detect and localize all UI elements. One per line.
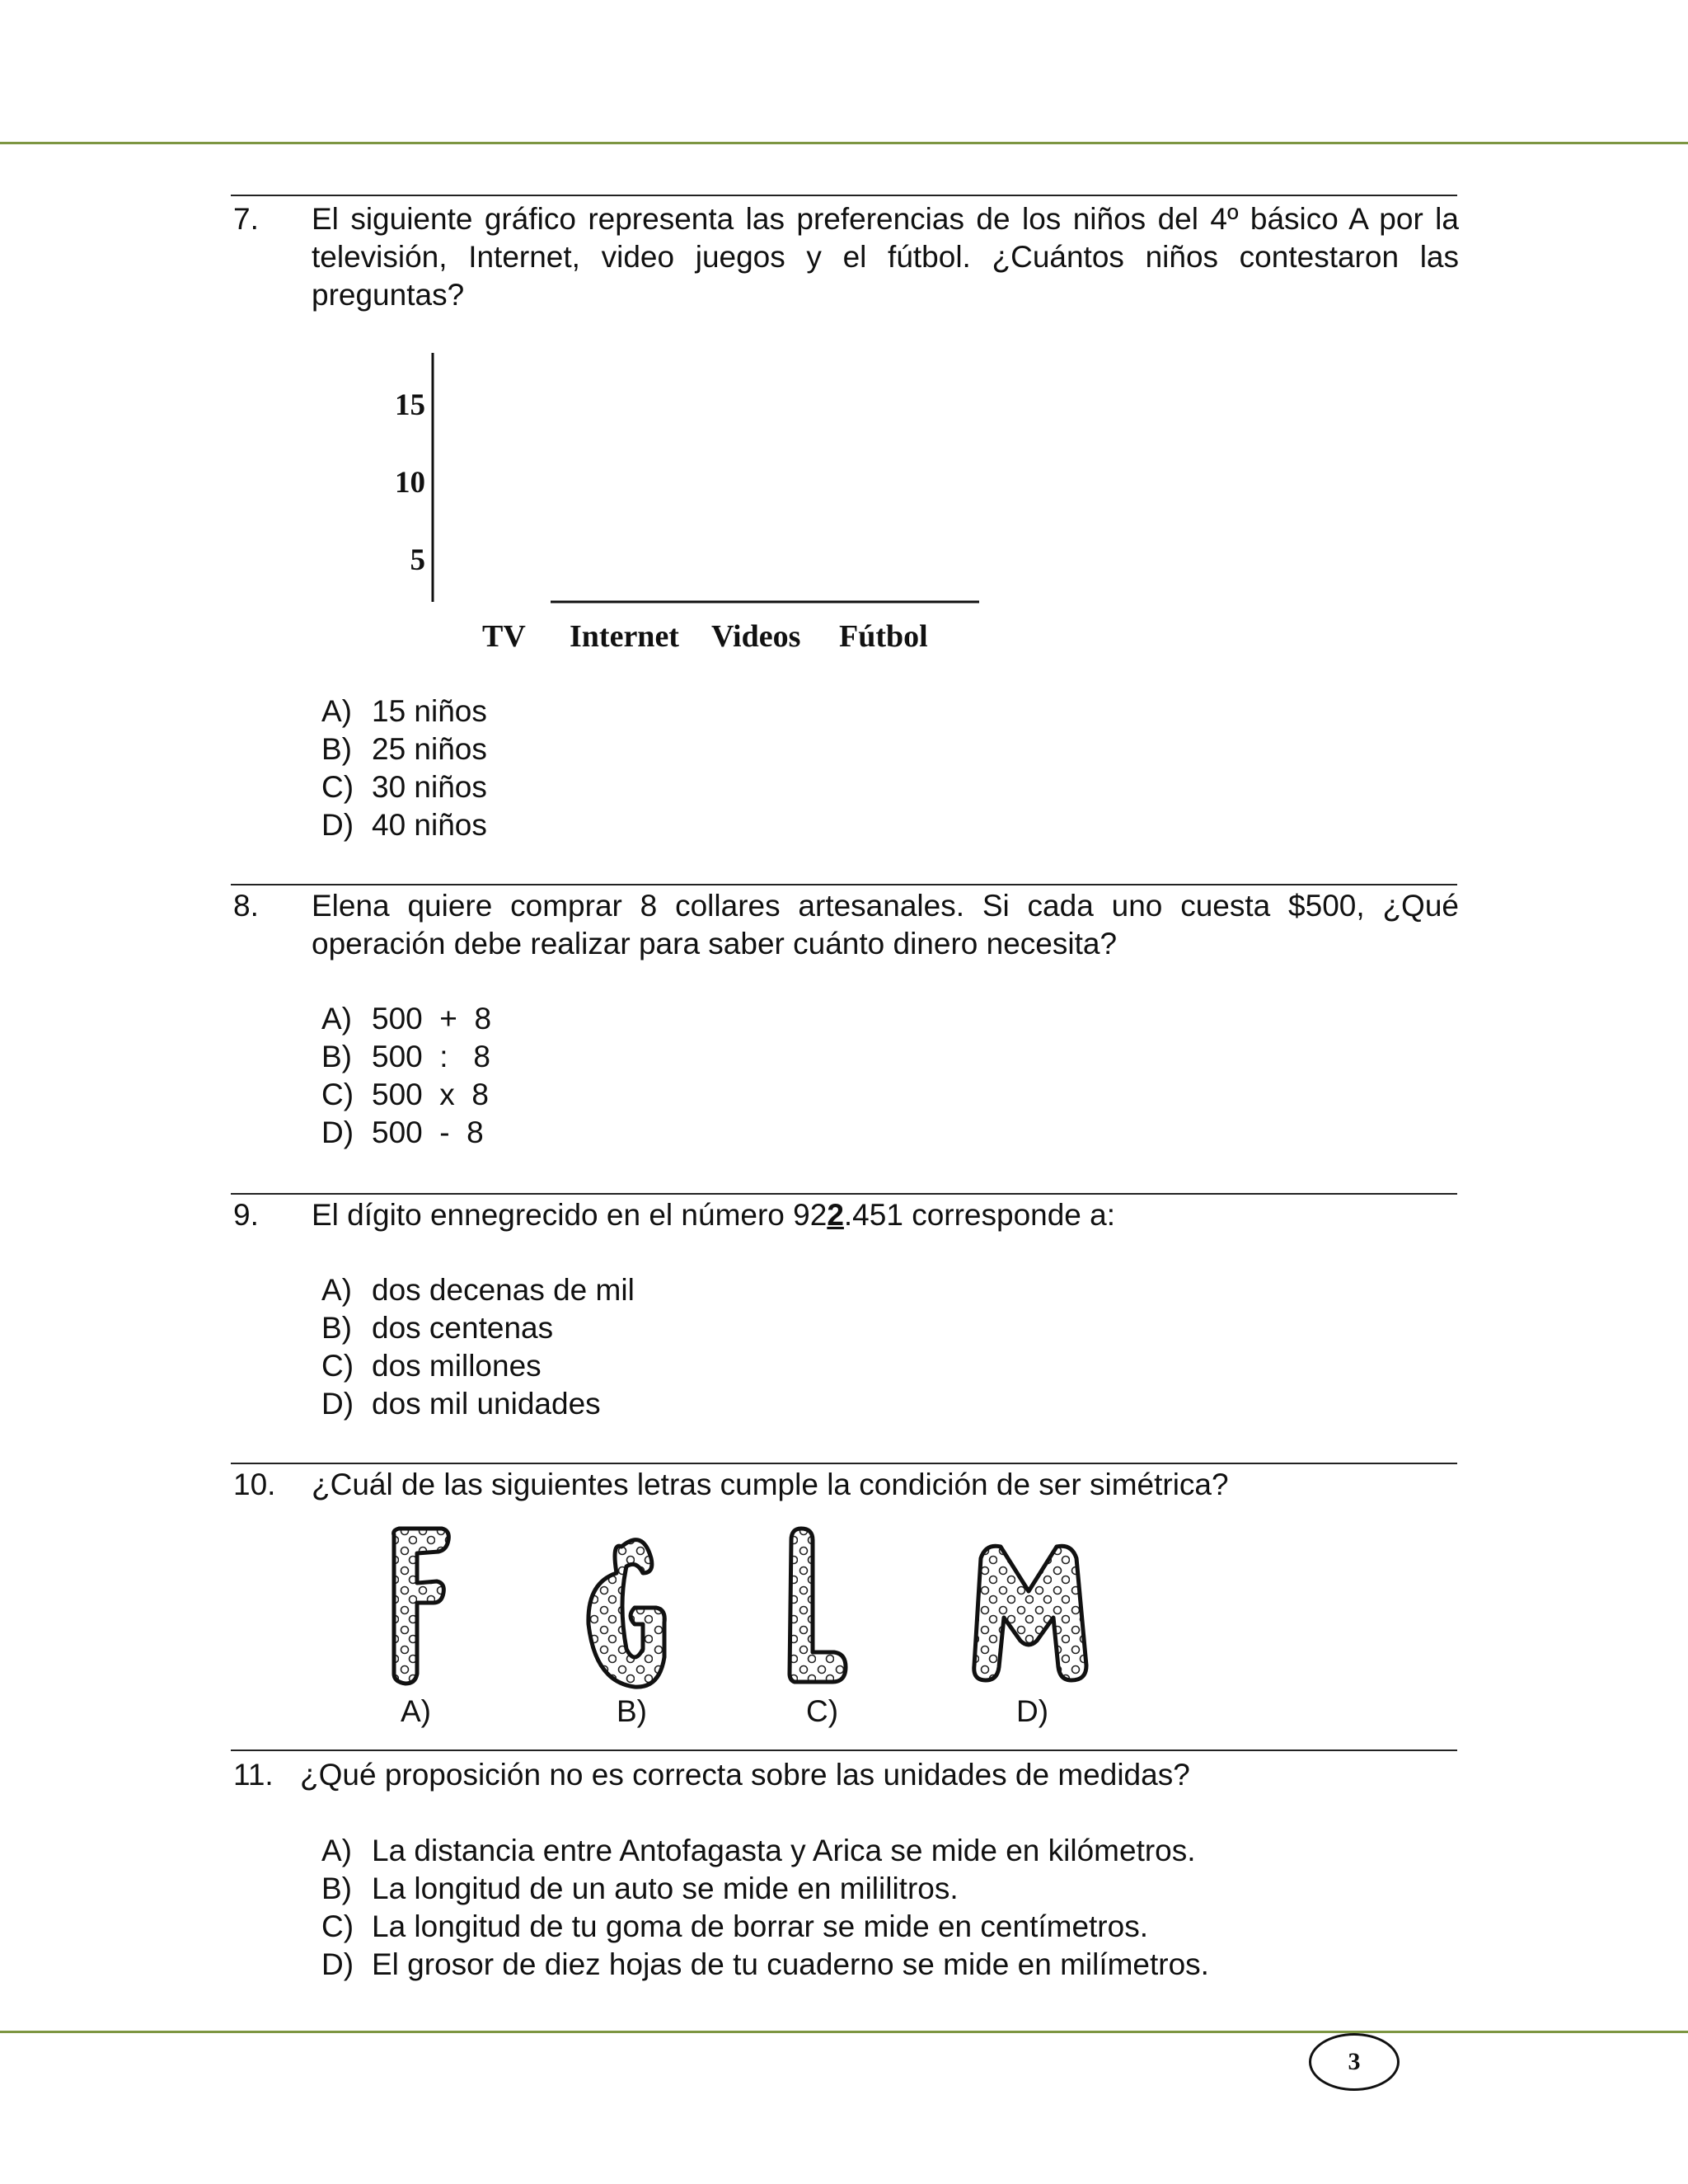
option-c[interactable]: C) dos millones [321,1349,542,1383]
options-q8 [321,1000,491,1152]
question-number: 10. [233,1468,276,1501]
question-text: El siguiente gráfico representa las preferencias de los niños del 4º básico A por la televisión, Internet, video juegos y el fútbol. ¿Cuántos niños contestaron las preguntas? [312,202,1459,312]
option-d[interactable]: D) 500 - 8 [321,1115,484,1149]
page-number: 3 [1309,2033,1400,2091]
option-d[interactable]: D) El grosor de diez hojas de tu cuaderno se mide en milímetros. [321,1947,1209,1981]
letter-option-b[interactable]: B) [617,1694,647,1728]
question-text: ¿Qué proposición no es correcta sobre las unidades de medidas? [300,1758,1190,1792]
letter-images [0,1525,1688,1690]
separator-q8 [231,884,1457,885]
option-b[interactable]: B) La longitud de un auto se mide en mililitros. [321,1872,959,1905]
y-tick-label: 10 [395,466,425,500]
separator-q7 [231,195,1457,196]
options-q7 [321,693,487,844]
option-b[interactable]: B) 500 : 8 [321,1040,490,1073]
question-number: 8. [233,889,259,923]
letter-g-image [588,1540,664,1687]
option-a[interactable]: A) 500 + 8 [321,1002,492,1036]
bold-digit: 2 [827,1198,844,1232]
y-tick-label: 5 [410,543,425,577]
separator-q9 [231,1193,1457,1195]
question-text: El dígito ennegrecido en el número 922.451 corresponde a: [312,1198,1116,1232]
footer-rule [0,2031,1688,2033]
letter-f-image [394,1529,449,1684]
separator-q10 [231,1463,1457,1464]
question-text: Elena quiere comprar 8 collares artesanales. Si cada uno cuesta $500, ¿Qué operación debe realizar para saber cuánto dinero necesita? [312,889,1459,960]
options-q11 [321,1832,1209,1984]
option-c[interactable]: C) 500 x 8 [321,1078,489,1111]
option-a[interactable]: A) dos decenas de mil [321,1273,635,1307]
option-c[interactable]: C) 30 niños [321,770,487,804]
option-c[interactable]: C) La longitud de tu goma de borrar se mide en centímetros. [321,1909,1148,1943]
letter-option-d[interactable]: D) [1016,1694,1049,1728]
letter-option-a[interactable]: A) [401,1694,431,1728]
options-q9 [321,1271,635,1423]
letter-m-image [974,1546,1086,1680]
x-category-label: Videos [711,619,801,654]
question-number: 7. [233,202,259,236]
header-rule [0,142,1688,144]
option-b[interactable]: B) 25 niños [321,732,487,766]
option-d[interactable]: D) dos mil unidades [321,1387,601,1421]
option-a[interactable]: A) La distancia entre Antofagasta y Arica se mide en kilómetros. [321,1834,1196,1867]
x-category-label: Fútbol [839,619,928,654]
letter-option-c[interactable]: C) [806,1694,839,1728]
question-number: 11. [233,1758,274,1792]
x-category-label: Internet [570,619,679,654]
option-d[interactable]: D) 40 niños [321,808,487,842]
letter-l-image [790,1529,846,1682]
y-tick-label: 15 [395,388,425,422]
question-text: ¿Cuál de las siguientes letras cumple la condición de ser simétrica? [312,1468,1229,1501]
question-number: 9. [233,1198,259,1232]
option-a[interactable]: A) 15 niños [321,694,487,728]
separator-q11 [231,1750,1457,1751]
x-category-label: TV [482,619,526,654]
option-b[interactable]: B) dos centenas [321,1311,554,1345]
